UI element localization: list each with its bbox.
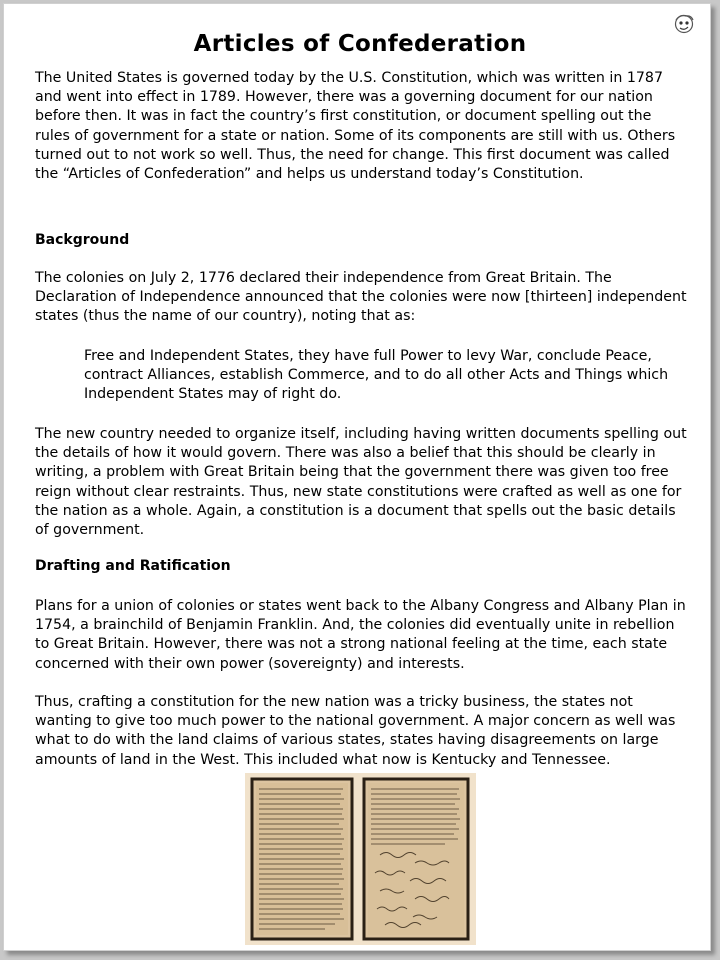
manuscript-page-right xyxy=(364,779,468,939)
cartoon-face-icon xyxy=(672,12,696,36)
drafting-heading: Drafting and Ratification xyxy=(35,558,231,574)
background-paragraph-1: The colonies on July 2, 1776 declared their independence from Great Britain. The Declaration of Independence announced that the colonies were now [thirteen] independent states (thus the name of our country), noting that as: xyxy=(35,270,687,325)
background-heading: Background xyxy=(35,232,130,248)
manuscript-photo xyxy=(245,773,476,945)
declaration-quote: Free and Independent States, they have full Power to levy War, conclude Peace, contract Alliances, establish Commerce, and to do all other Acts and Things which Independent States may of right do. xyxy=(84,348,669,403)
drafting-paragraph-1: Plans for a union of colonies or states went back to the Albany Congress and Albany Plan in 1754, a brainchild of Benjamin Franklin. And, the colonies did eventually unite in rebellion to Great Britain. However, there was not a strong national feeling at the time, each state concerned with their own power (sovereignty) and interests. xyxy=(35,598,686,672)
drafting-paragraph-2: Thus, crafting a constitution for the new nation was a tricky business, the states not wanting to give too much power to the national government. A major concern as well was what to do with the land claims of various states, states having disagreements on large amounts of land in the West. This included what now is Kentucky and Tennessee. xyxy=(35,694,676,768)
background-paragraph-2: The new country needed to organize itself, including having written documents spelling out the details of how it would govern. There was also a belief that this should be clearly in writing, a problem with Great Britain being that the government there was given too free reign without clear restraints. Thus, new state constitutions were crafted as well as one for the nation as a whole. Again, a constitution is a document that spells out the basic details of government. xyxy=(35,426,687,539)
page-title: Articles of Confederation xyxy=(193,31,527,58)
intro-paragraph: The United States is governed today by the U.S. Constitution, which was written in 1787 and went into effect in 1789. However, there was a governing document for our nation before then. It was in fact the country’s first constitution, or document spelling out the rules of government for a state or nation. Some of its components are still with us. Others turned out to not work so well. Thus, the need for change. This first document was called the “Articles of Confederation” and helps us understand today’s Constitution. xyxy=(35,70,676,183)
manuscript-page-left xyxy=(252,779,352,939)
